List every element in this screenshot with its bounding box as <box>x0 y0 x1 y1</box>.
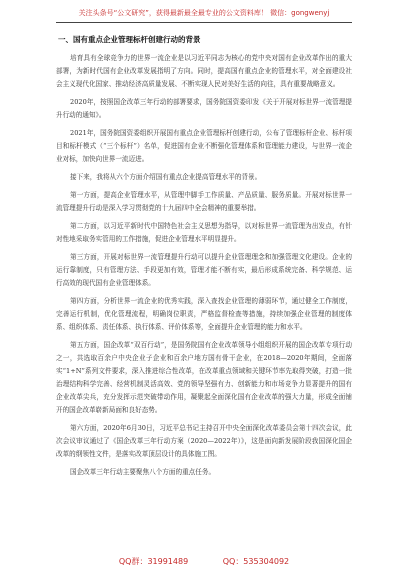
qq-contact-text: QQ：535304092 <box>222 557 290 566</box>
header-divider <box>56 22 352 23</box>
paragraph: 第三方面，开展对标世界一流管理提升行动可以提升企业管理理念和加强管理文化建设。企业的运行靠制度，只有管理方法、手段更加有效，管理才能不断有实，最后形成系统完备、科学规范、运行高效的现代国有企业管理体系。 <box>56 253 352 287</box>
qq-group-text: QQ群：31991489 <box>118 557 189 566</box>
paragraph: 第一方面，提高企业管理水平，从管理中脚手工作质量、产品质量、服务质量。开展对标世界一流管理提升行动是深入学习贯彻党的十九届四中全会精神的重要举措。 <box>56 191 352 212</box>
paragraph: 接下来，我将从六个方面介绍国有重点企业提高管理水平的背景。 <box>70 173 262 181</box>
document-body <box>56 34 352 484</box>
paragraph: 第二方面，以习近平新时代中国特色社会主义思想为指导，以对标世界一流管理为出发点，有针对性地采取务实管用的工作措施，促进企业管理水平明显提升。 <box>56 222 352 243</box>
section-heading: 一、国有重点企业管理标杆创建行动的背景 <box>58 35 201 44</box>
paragraph: 2020年，按照国企改革三年行动的部署要求，国务院国资委印发《关于开展对标世界一流管理提升行动的通知》。 <box>56 98 352 119</box>
paragraph: 第五方面，国企改革“双百行动”，是国务院国有企业改革领导小组组织开展的国企改革专项行动之一，共选取百余户中央企业子企业和百余户地方国有骨干企业，在2018—2020年期间，全面落实“1+N”系列文件要求，深入推进综合性改革，在改革重点领域和关键环节率先取得突破，打造一批治理结构科学完善、经营机制灵活高效、党的领导坚强有力、创新能力和市场竞争力显著提升的国有企业改革尖兵，充分发挥示范突破带动作用，凝聚起全面深化国有企业改革的强大力量，形成全面铺开的国企改革崭新局面和良好态势。 <box>56 341 352 414</box>
paragraph: 培育具有全球竞争力的世界一流企业是以习近平同志为核心的党中央对国有企业改革作出的重大部署，为新时代国有企业改革发展指明了方向。同时，提高国有重点企业的管理水平，对全面建设社会主义现代化国家、推动经济高质量发展、不断实现人民对美好生活的向往，具有重要战略意义。 <box>56 54 352 88</box>
paragraph: 国企改革三年行动主要聚焦八个方面的重点任务。 <box>70 468 216 476</box>
paragraph: 第四方面，分析世界一流企业的优秀实践，深入查找企业管理的薄弱环节，通过健全工作制度，完善运行机制，优化管理流程，明确岗位职责，严格监督检查等措施，持续加强企业管理的制度体系、组织体系、责任体系、执行体系、评价体系等，全面提升企业管理的能力和水平。 <box>56 297 352 331</box>
paragraph: 第六方面，2020年6月30日，习近平总书记主持召开中央全面深化改革委员会第十四次会议，此次会议审议通过了《国企改革三年行动方案（2020—2022年）》，这是面向新发展阶段我国深化国企改革的纲领性文件，是落实改革顶层设计的具体施工图。 <box>56 424 352 458</box>
top-banner: 关注头条号“公文研究”，获得最新最全最专业的公文资料库！ 微信：gongwenyj <box>78 9 330 17</box>
footer-contact <box>56 555 352 569</box>
paragraph: 2021年，国务院国资委组织开展国有重点企业管理标杆创建行动，公布了管理标杆企业、标杆项目和标杆模式（“三个标杆”）名单，促进国有企业不断强化管理体系和管理能力建设，与世界一流企业对标，加快向世界一流迈进。 <box>56 129 352 163</box>
